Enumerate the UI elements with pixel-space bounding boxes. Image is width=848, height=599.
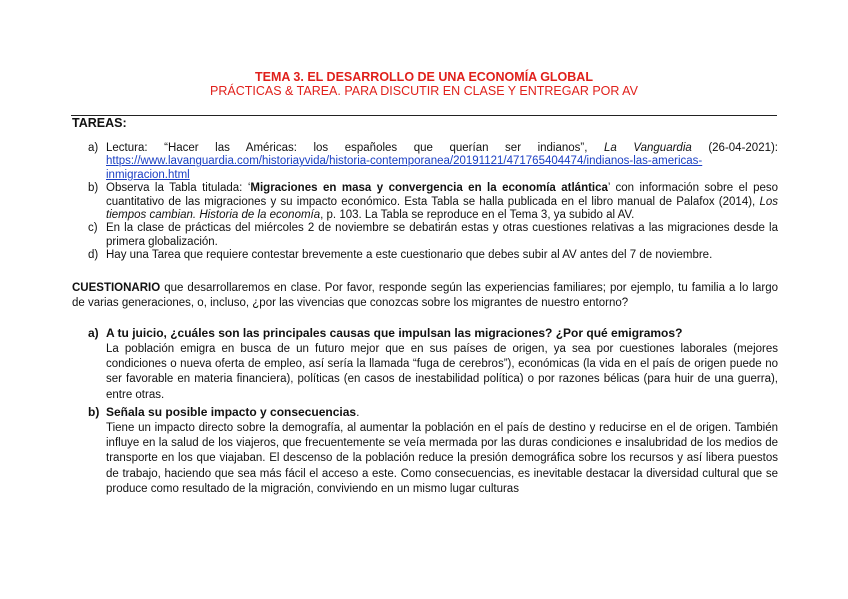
- table-title: Migraciones en masa y convergencia en la economía atlántica: [250, 182, 608, 195]
- task-text-part: Lectura: “Hacer las Américas: los españoles que querían ser indianos”,: [106, 142, 605, 154]
- task-label: b): [88, 182, 99, 195]
- task-text: En la clase de prácticas del miércoles 2 de noviembre se debatirán estas y otras cuestiones relativas a las migraciones desde la primera globalización.: [106, 222, 778, 248]
- task-item-d: [88, 249, 778, 262]
- task-item-b: [88, 182, 778, 222]
- task-label: d): [88, 249, 99, 262]
- question-text-tail: .: [356, 405, 360, 419]
- page-subtitle: PRÁCTICAS & TAREA. PARA DISCUTIR EN CLASE Y ENTREGAR POR AV: [210, 84, 638, 98]
- question-label: b): [88, 405, 100, 419]
- answer-a: La población emigra en busca de un futuro mejor que en sus países de origen, ya sea por cuestiones laborales (mejores condiciones o nueva oferta de empleo, así sería la llamada “fuga de cerebros”), económicas (la vida en el país de origen puede no ser favorable en materia financiera), políticas (en casos de inestabilidad política) o por razones bélicas (para huir de una guerra), entre otras.: [106, 343, 778, 401]
- question-label: a): [88, 326, 99, 340]
- task-text-part: Observa la Tabla titulada: ‘: [106, 182, 251, 195]
- task-text-part: , p. 103. La Tabla se reproduce en el Tema 3, ya subido al AV.: [320, 209, 635, 222]
- book-title: Los tiempos cambian. Historia de la economía: [106, 195, 778, 222]
- task-text: Hay una Tarea que requiere contestar brevemente a este cuestionario que debes subir al AV antes del 7 de noviembre.: [106, 249, 713, 262]
- header-divider: [71, 115, 777, 116]
- task-item-a: [88, 142, 778, 182]
- task-text: [106, 142, 778, 182]
- task-list: [88, 142, 778, 263]
- answer-b: Tiene un impacto directo sobre la demografía, al aumentar la población en el país de destino y reducirse en el de origen. También influye en la salud de los viajeros, que frecuentemente se veía mermada por las duras condiciones e insalubridad de los medios de transporte en los que viajaban. El descenso de la población reduce la presión demográfica sobre los recursos y así libera puestos de trabajo, haciendo que sea más fácil el acceso a este. Como consecuencias, es inevitable destacar la diversidad cultural que se produce como resultado de la migración, conviviendo en un mismo lugar culturas: [106, 422, 778, 495]
- task-text: [106, 182, 778, 222]
- question-b: [88, 405, 778, 419]
- question-text-bold: Señala su posible impacto y consecuencias: [106, 405, 357, 419]
- cuestionario-text: que desarrollaremos en clase. Por favor, responde según las experiencias familiares; por ejemplo, tu familia a lo largo de varias generaciones, o, incluso, ¿por las vivencias que conozcas sobre los migrantes de nuestro entorno?: [72, 282, 778, 309]
- task-label: a): [88, 142, 99, 154]
- cuestionario-label: CUESTIONARIO: [72, 282, 161, 294]
- task-label: c): [88, 222, 98, 235]
- task-text-part: ’ con información sobre el peso cuantitativo de las migraciones y su impacto económico. Esta Tabla se halla publicada en el libro manual de Palafox (2014),: [106, 182, 779, 208]
- article-link[interactable]: https://www.lavanguardia.com/historiayvida/historia-contemporanea/20191121/471765404474/indianos-las-americas-inmigracion.html: [106, 155, 703, 181]
- tareas-heading: TAREAS:: [72, 116, 127, 130]
- question-text: [106, 405, 359, 419]
- page-title: TEMA 3. EL DESARROLLO DE UNA ECONOMÍA GLOBAL: [255, 70, 593, 84]
- question-a: [88, 326, 778, 340]
- newspaper-title: La Vanguardia: [604, 142, 692, 154]
- task-item-c: [88, 222, 778, 249]
- cuestionario-intro: [72, 281, 778, 310]
- question-text: A tu juicio, ¿cuáles son las principales causas que impulsan las migraciones? ¿Por qué emigramos?: [106, 326, 683, 340]
- task-text-part: (26-04-2021):: [691, 142, 779, 154]
